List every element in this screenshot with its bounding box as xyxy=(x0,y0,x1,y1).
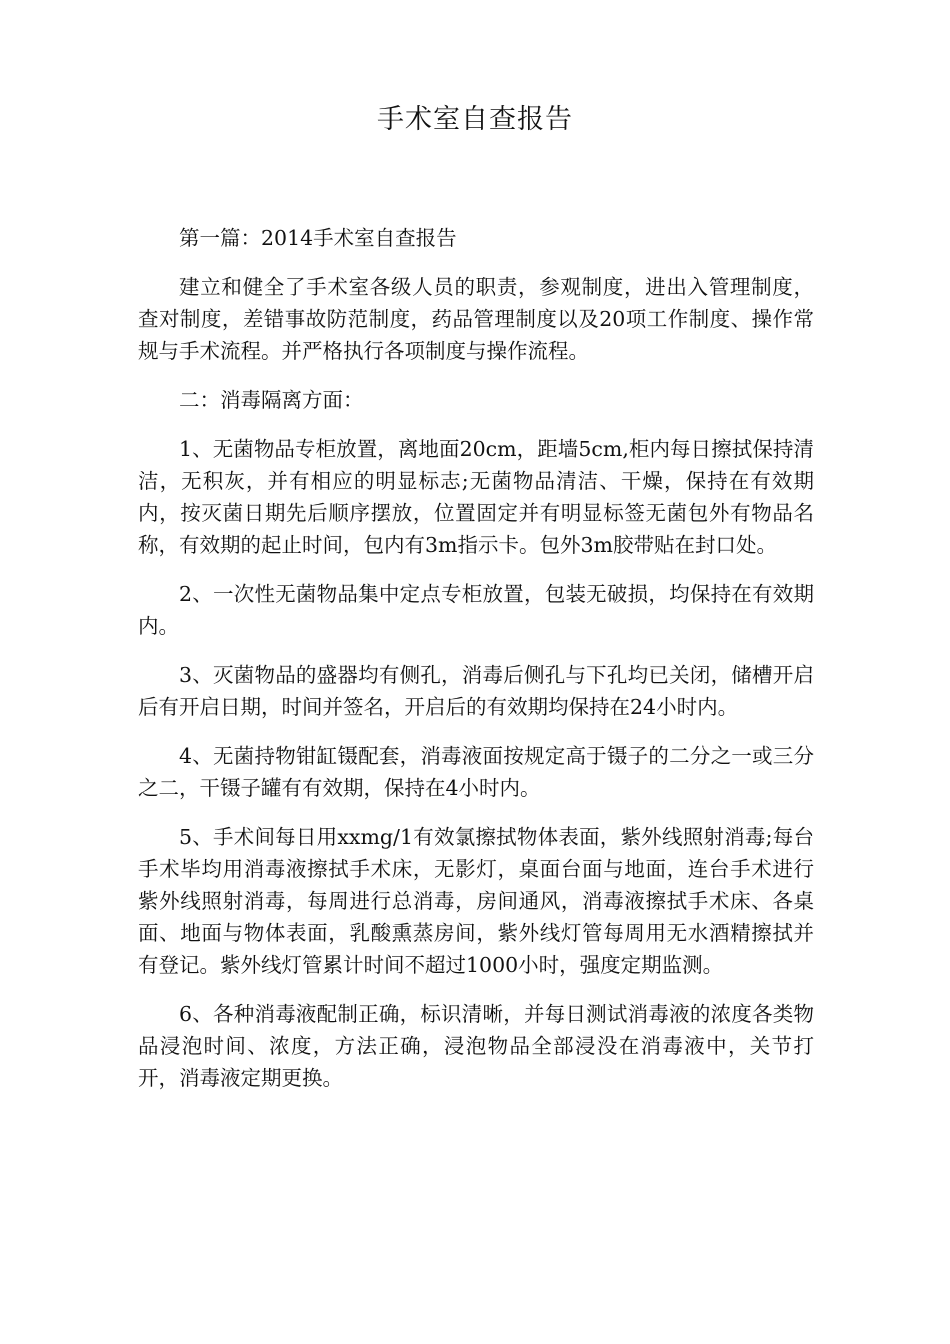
section-heading-disinfection: 二：消毒隔离方面： xyxy=(179,388,364,412)
document-title: 手术室自查报告 xyxy=(377,104,573,135)
paragraph-item-2: 2、一次性无菌物品集中定点专柜放置，包装无破损，均保持在有效期内。 xyxy=(138,582,814,638)
paragraph-subtitle: 第一篇：2014手术室自查报告 xyxy=(179,226,457,250)
paragraph-item-6: 6、各种消毒液配制正确，标识清晰，并每日测试消毒液的浓度各类物品浸泡时间、浓度，方法正确，浸泡物品全部浸没在消毒液中，关节打开，消毒液定期更换。 xyxy=(138,1002,814,1090)
paragraph-intro: 建立和健全了手术室各级人员的职责，参观制度，进出入管理制度，查对制度，差错事故防范制度，药品管理制度以及20项工作制度、操作常规与手术流程。并严格执行各项制度与操作流程。 xyxy=(138,275,814,363)
document-body xyxy=(138,222,814,1111)
paragraph-item-5: 5、手术间每日用xxmg/1有效氯擦拭物体表面，紫外线照射消毒;每台手术毕均用消毒液擦拭手术床，无影灯，桌面台面与地面，连台手术进行紫外线照射消毒，每周进行总消毒，房间通风，消毒液擦拭手术床、各桌面、地面与物体表面，乳酸熏蒸房间，紫外线灯管每周用无水酒精擦拭并有登记。紫外线灯管累计时间不超过1000小时，强度定期监测。 xyxy=(138,825,814,977)
paragraph-item-3: 3、灭菌物品的盛器均有侧孔，消毒后侧孔与下孔均已关闭，储槽开启后有开启日期，时间并签名，开启后的有效期均保持在24小时内。 xyxy=(138,663,814,719)
paragraph-item-4: 4、无菌持物钳缸镊配套，消毒液面按规定高于镊子的二分之一或三分之二，干镊子罐有有效期，保持在4小时内。 xyxy=(138,744,814,800)
paragraph-item-1: 1、无菌物品专柜放置，离地面20cm，距墙5cm,柜内每日擦拭保持清洁，无积灰，并有相应的明显标志;无菌物品清洁、干燥，保持在有效期内，按灭菌日期先后顺序摆放，位置固定并有明显标签无菌包外有物品名称，有效期的起止时间，包内有3m指示卡。包外3m胶带贴在封口处。 xyxy=(138,437,814,557)
